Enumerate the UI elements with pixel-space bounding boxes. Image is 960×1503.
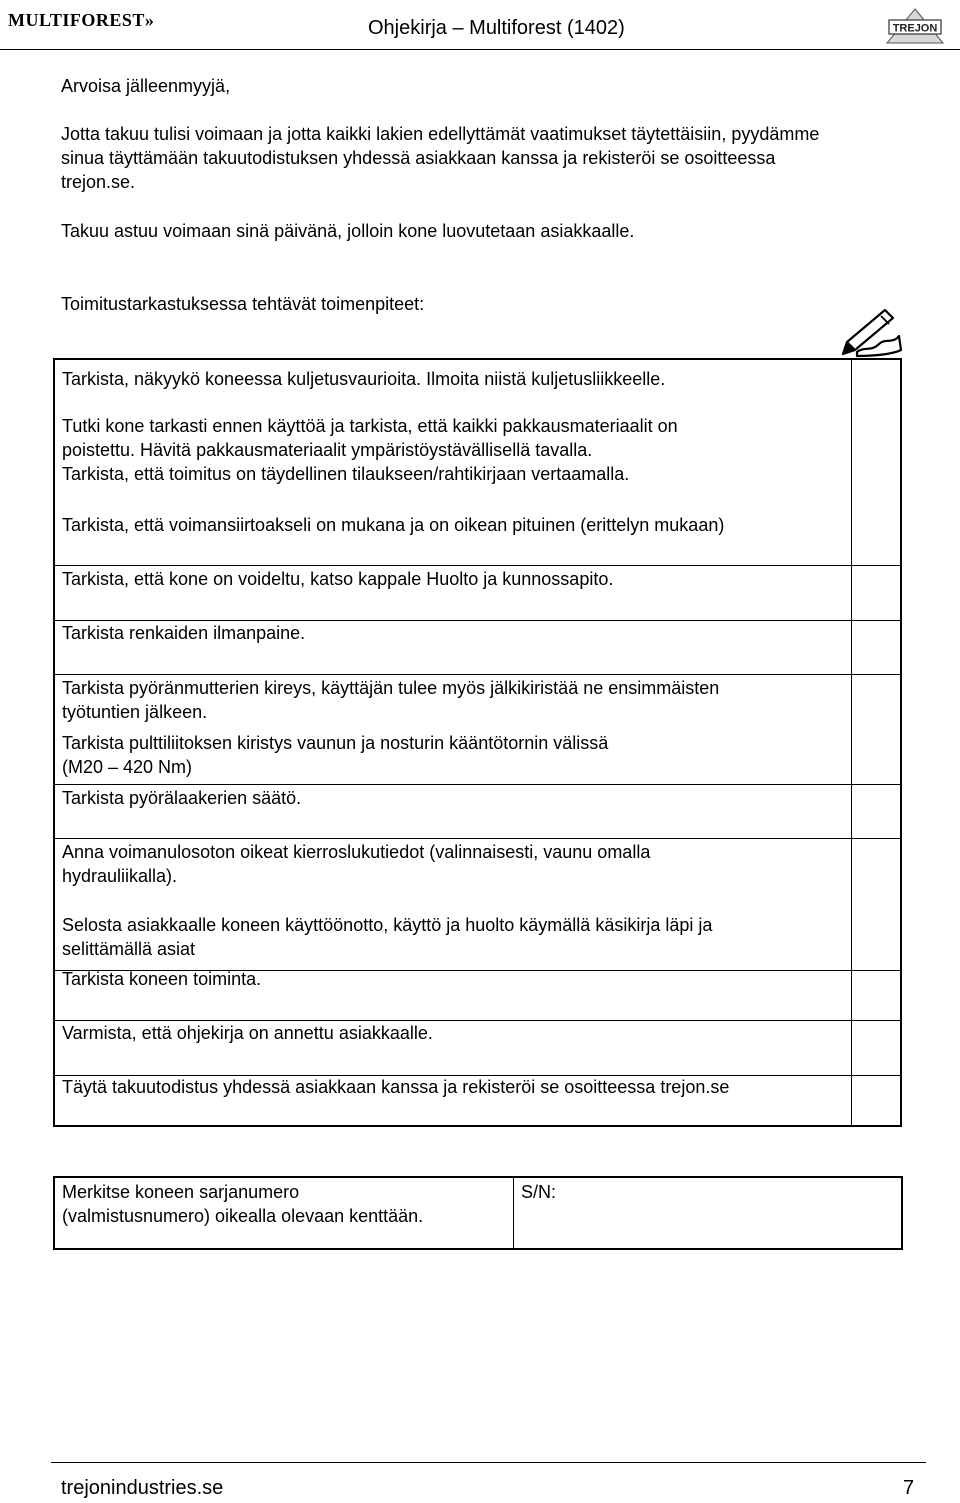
checklist-checkbox-10[interactable] [849,893,900,970]
checklist-checkbox-4[interactable] [849,565,900,620]
checklist-checkbox-1[interactable] [849,360,900,420]
checklist-checkbox-2[interactable] [849,420,900,475]
checklist-checkbox-3[interactable] [849,475,900,565]
brand-logo-multiforest: MULTIFOREST» [8,10,155,30]
checklist-checkbox-5[interactable] [849,620,900,674]
intro-paragraph-line-3: trejon.se. [61,172,136,192]
checklist-item-7: Tarkista pyöränmutterien kireys, käyttäjän tulee myös jälkikiristää ne ensimmäisten työtuntien jälkeen. [62,678,720,722]
document-title: Ohjekirja – Multiforest (1402) [368,17,625,39]
checklist-item-8: Tarkista pulttiliitoksen kiristys vaunun ja nosturin kääntötornin välissä (M20 – 420 Nm) [62,733,609,777]
checklist-checkbox-8[interactable] [849,784,900,838]
checklist-checkbox-7[interactable] [849,729,900,784]
row-divider [55,674,900,675]
delivery-checklist [53,358,902,1127]
trejon-logo-icon [886,8,944,44]
checklist-checkbox-11[interactable] [849,970,900,1020]
row-divider [55,838,900,839]
trejon-logo-text: TREJON [892,22,938,35]
row-divider [55,784,900,785]
checklist-checkbox-9[interactable] [849,838,900,893]
footer-website: trejonindustries.se [61,1477,224,1499]
serial-number-instruction: Merkitse koneen sarjanumero (valmistusnumero) oikealla olevaan kenttään. [62,1182,424,1226]
checklist-checkbox-6[interactable] [849,674,900,729]
intro-paragraph-line-1: Jotta takuu tulisi voimaan ja jotta kaikki lakien edellyttämät vaatimukset täytettäisiin, pyydämme [61,124,820,144]
warranty-start-paragraph: Takuu astuu voimaan sinä päivänä, jolloin kone luovutetaan asiakkaalle. [61,221,635,241]
checklist-heading: Toimitustarkastuksessa tehtävät toimenpiteet: [61,294,425,314]
intro-paragraph-line-2: sinua täyttämään takuutodistuksen yhdessä asiakkaan kanssa ja rekisteröi se osoitteessa [61,148,776,168]
checklist-item-4: Tarkista, että voimansiirtoakseli on mukana ja on oikean pituinen (erittelyn mukaan) [62,515,725,535]
greeting: Arvoisa jälleenmyyjä, [61,76,231,96]
serial-number-field[interactable]: S/N: [521,1182,557,1202]
checklist-item-1: Tarkista, näkyykö koneessa kuljetusvaurioita. Ilmoita niistä kuljetusliikkeelle. [62,369,666,389]
checklist-item-12: Tarkista koneen toiminta. [62,969,262,989]
checklist-checkbox-12[interactable] [849,1020,900,1075]
checklist-item-6: Tarkista renkaiden ilmanpaine. [62,623,306,643]
trejon-logo [886,8,944,44]
checklist-item-14: Täytä takuutodistus yhdessä asiakkaan kanssa ja rekisteröi se osoitteessa trejon.se [62,1077,730,1097]
serial-number-box [53,1176,903,1250]
serial-divider [513,1178,514,1248]
checklist-item-3: Tarkista, että toimitus on täydellinen tilaukseen/rahtikirjaan vertaamalla. [62,464,630,484]
checklist-item-5: Tarkista, että kone on voideltu, katso kappale Huolto ja kunnossapito. [62,569,614,589]
header-divider [0,49,960,50]
row-divider [55,565,900,566]
signature-pen-icon [835,304,905,360]
checklist-checkbox-13[interactable] [849,1075,900,1127]
checklist-item-10: Anna voimanulosoton oikeat kierroslukutiedot (valinnaisesti, vaunu omalla hydrauliikalla). [62,842,651,886]
checklist-item-13: Varmista, että ohjekirja on annettu asiakkaalle. [62,1023,433,1043]
checklist-item-2: Tutki kone tarkasti ennen käyttöä ja tarkista, että kaikki pakkausmateriaalit on poistettu. Hävitä pakkausmateriaalit ympäristöystävällisellä tavalla. [62,416,678,460]
footer-divider [51,1462,926,1463]
checklist-item-9: Tarkista pyörälaakerien säätö. [62,788,302,808]
page-number: 7 [903,1477,915,1499]
checklist-item-11: Selosta asiakkaalle koneen käyttöönotto, käyttö ja huolto käymällä käsikirja läpi ja selittämällä asiat [62,915,713,959]
